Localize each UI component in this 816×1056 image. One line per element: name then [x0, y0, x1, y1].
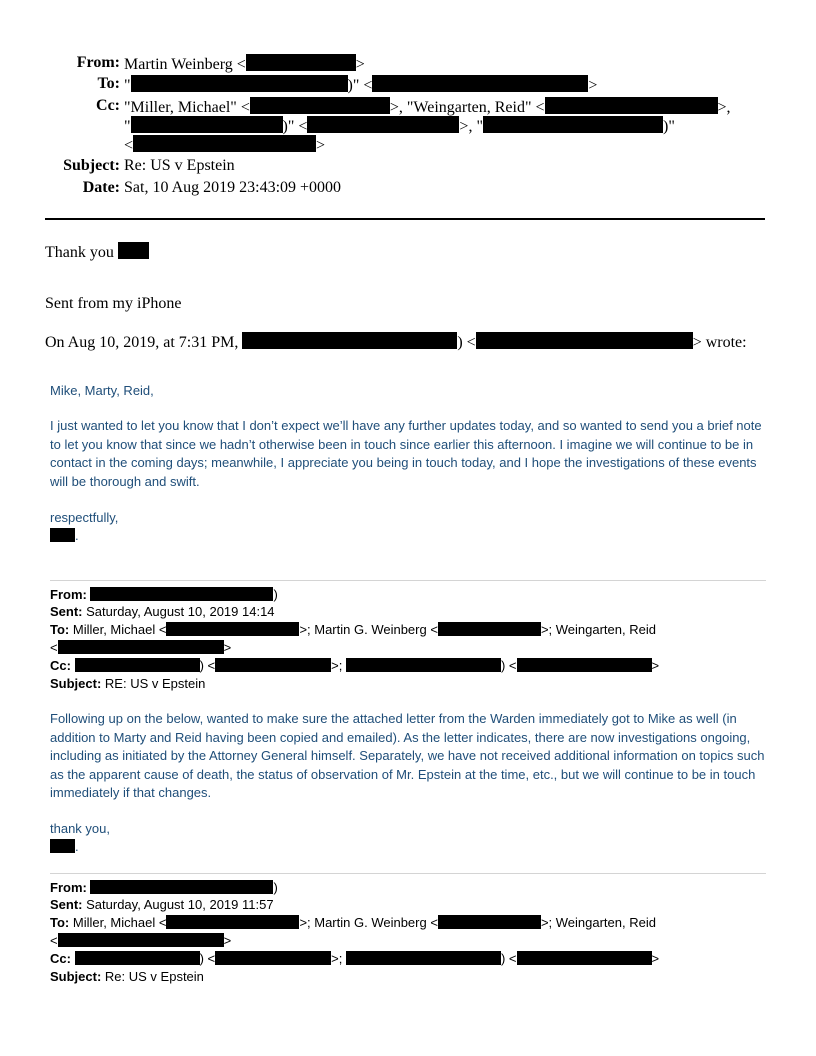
quoted-subject-row: Subject: RE: US v Epstein: [50, 676, 206, 691]
redaction-box: [118, 242, 149, 259]
redaction-box: [215, 658, 331, 672]
redaction-box: [90, 587, 273, 601]
redaction-box: [215, 951, 331, 965]
cc-label: Cc:: [96, 97, 120, 114]
redaction-box: [517, 658, 652, 672]
message-greeting: Mike, Marty, Reid,: [50, 383, 154, 398]
redaction-box: [50, 528, 75, 542]
date-label: Date:: [82, 179, 120, 196]
redaction-box: [545, 97, 718, 114]
redaction-box: [75, 951, 200, 965]
quoted-from-row: From: ): [50, 880, 278, 895]
quoted-signature: .: [50, 838, 766, 857]
reply-quote-intro: On Aug 10, 2019, at 7:31 PM, ) < > wrote:: [45, 334, 747, 351]
header-divider: [45, 218, 765, 220]
quote-separator: [50, 580, 766, 581]
message-body: I just wanted to let you know that I don’t expect we’ll have any further updates today, and so wanted to send you a brief note to let you know that since we hadn’t otherwise been in touch since earlier this afternoon. I imagine we will continue to be in contact in the coming days; meanwhile, I appreciate you being in touch today, and I hope the investigations of these events will be thorough and swift.: [50, 418, 762, 489]
redaction-box: [58, 933, 224, 947]
redaction-box: [346, 951, 501, 965]
to-label: To:: [97, 75, 120, 92]
redaction-box: [242, 332, 457, 349]
redaction-box: [166, 622, 299, 636]
quoted-closing: thank you,: [50, 821, 110, 836]
quoted-body: Following up on the below, wanted to make sure the attached letter from the Warden immediately got to Mike as well (in addition to Marty and Reid having been copied and emailed). As the letter indicates, there are now investigations ongoing, including as initiated by the Attorney General himself. Separately, we have not received additional information on topics such as the apparent cause of death, the status of observation of Mr. Epstein at the time, etc., but we will continue to be in touch immediately if that changes.: [50, 711, 765, 800]
header-cc-row-2: " )" < >, " )": [124, 118, 675, 135]
redaction-box: [131, 75, 348, 92]
from-name: Martin Weinberg <: [124, 56, 246, 73]
quoted-sent-row: Sent: Saturday, August 10, 2019 11:57: [50, 897, 274, 912]
redaction-box: [483, 116, 663, 133]
quoted-from-row: From: ): [50, 587, 278, 602]
header-cc-row-3: < >: [124, 137, 326, 154]
redaction-box: [476, 332, 693, 349]
redaction-box: [346, 658, 501, 672]
redaction-box: [58, 640, 224, 654]
redaction-box: [75, 658, 200, 672]
redaction-box: [372, 75, 588, 92]
quoted-to-row: To: Miller, Michael < >; Martin G. Weinberg < >; Weingarten, Reid: [50, 622, 656, 637]
date-value: Sat, 10 Aug 2019 23:43:09 +0000: [124, 179, 342, 196]
quote-separator: [50, 873, 766, 874]
redaction-box: [90, 880, 273, 894]
redaction-box: [250, 97, 390, 114]
quoted-to-row: To: Miller, Michael < >; Martin G. Weinberg < >; Weingarten, Reid: [50, 915, 656, 930]
redaction-box: [438, 622, 541, 636]
redaction-box: [307, 116, 459, 133]
quoted-sent-row: Sent: Saturday, August 10, 2019 14:14: [50, 604, 275, 619]
subject-label: Subject:: [63, 157, 120, 174]
quoted-to-row-2: < >: [50, 933, 232, 948]
reply-sent-from: Sent from my iPhone: [45, 295, 182, 312]
quoted-to-row-2: < >: [50, 640, 232, 655]
subject-value: Re: US v Epstein: [124, 157, 235, 174]
reply-thank-you: Thank you: [45, 242, 149, 262]
redaction-box: [166, 915, 299, 929]
redaction-box: [133, 135, 316, 152]
message-closing: respectfully,: [50, 510, 119, 525]
quoted-cc-row: Cc: ) < >; ) < >: [50, 951, 660, 966]
redaction-box: [438, 915, 541, 929]
redaction-box: [517, 951, 652, 965]
quoted-subject-row: Subject: Re: US v Epstein: [50, 969, 204, 984]
redaction-box: [246, 54, 356, 71]
quoted-cc-row: Cc: ) < >; ) < >: [50, 658, 660, 673]
message-signature: .: [50, 527, 766, 546]
redaction-box: [50, 839, 75, 853]
redaction-box: [131, 116, 283, 133]
from-label: From:: [76, 54, 120, 71]
